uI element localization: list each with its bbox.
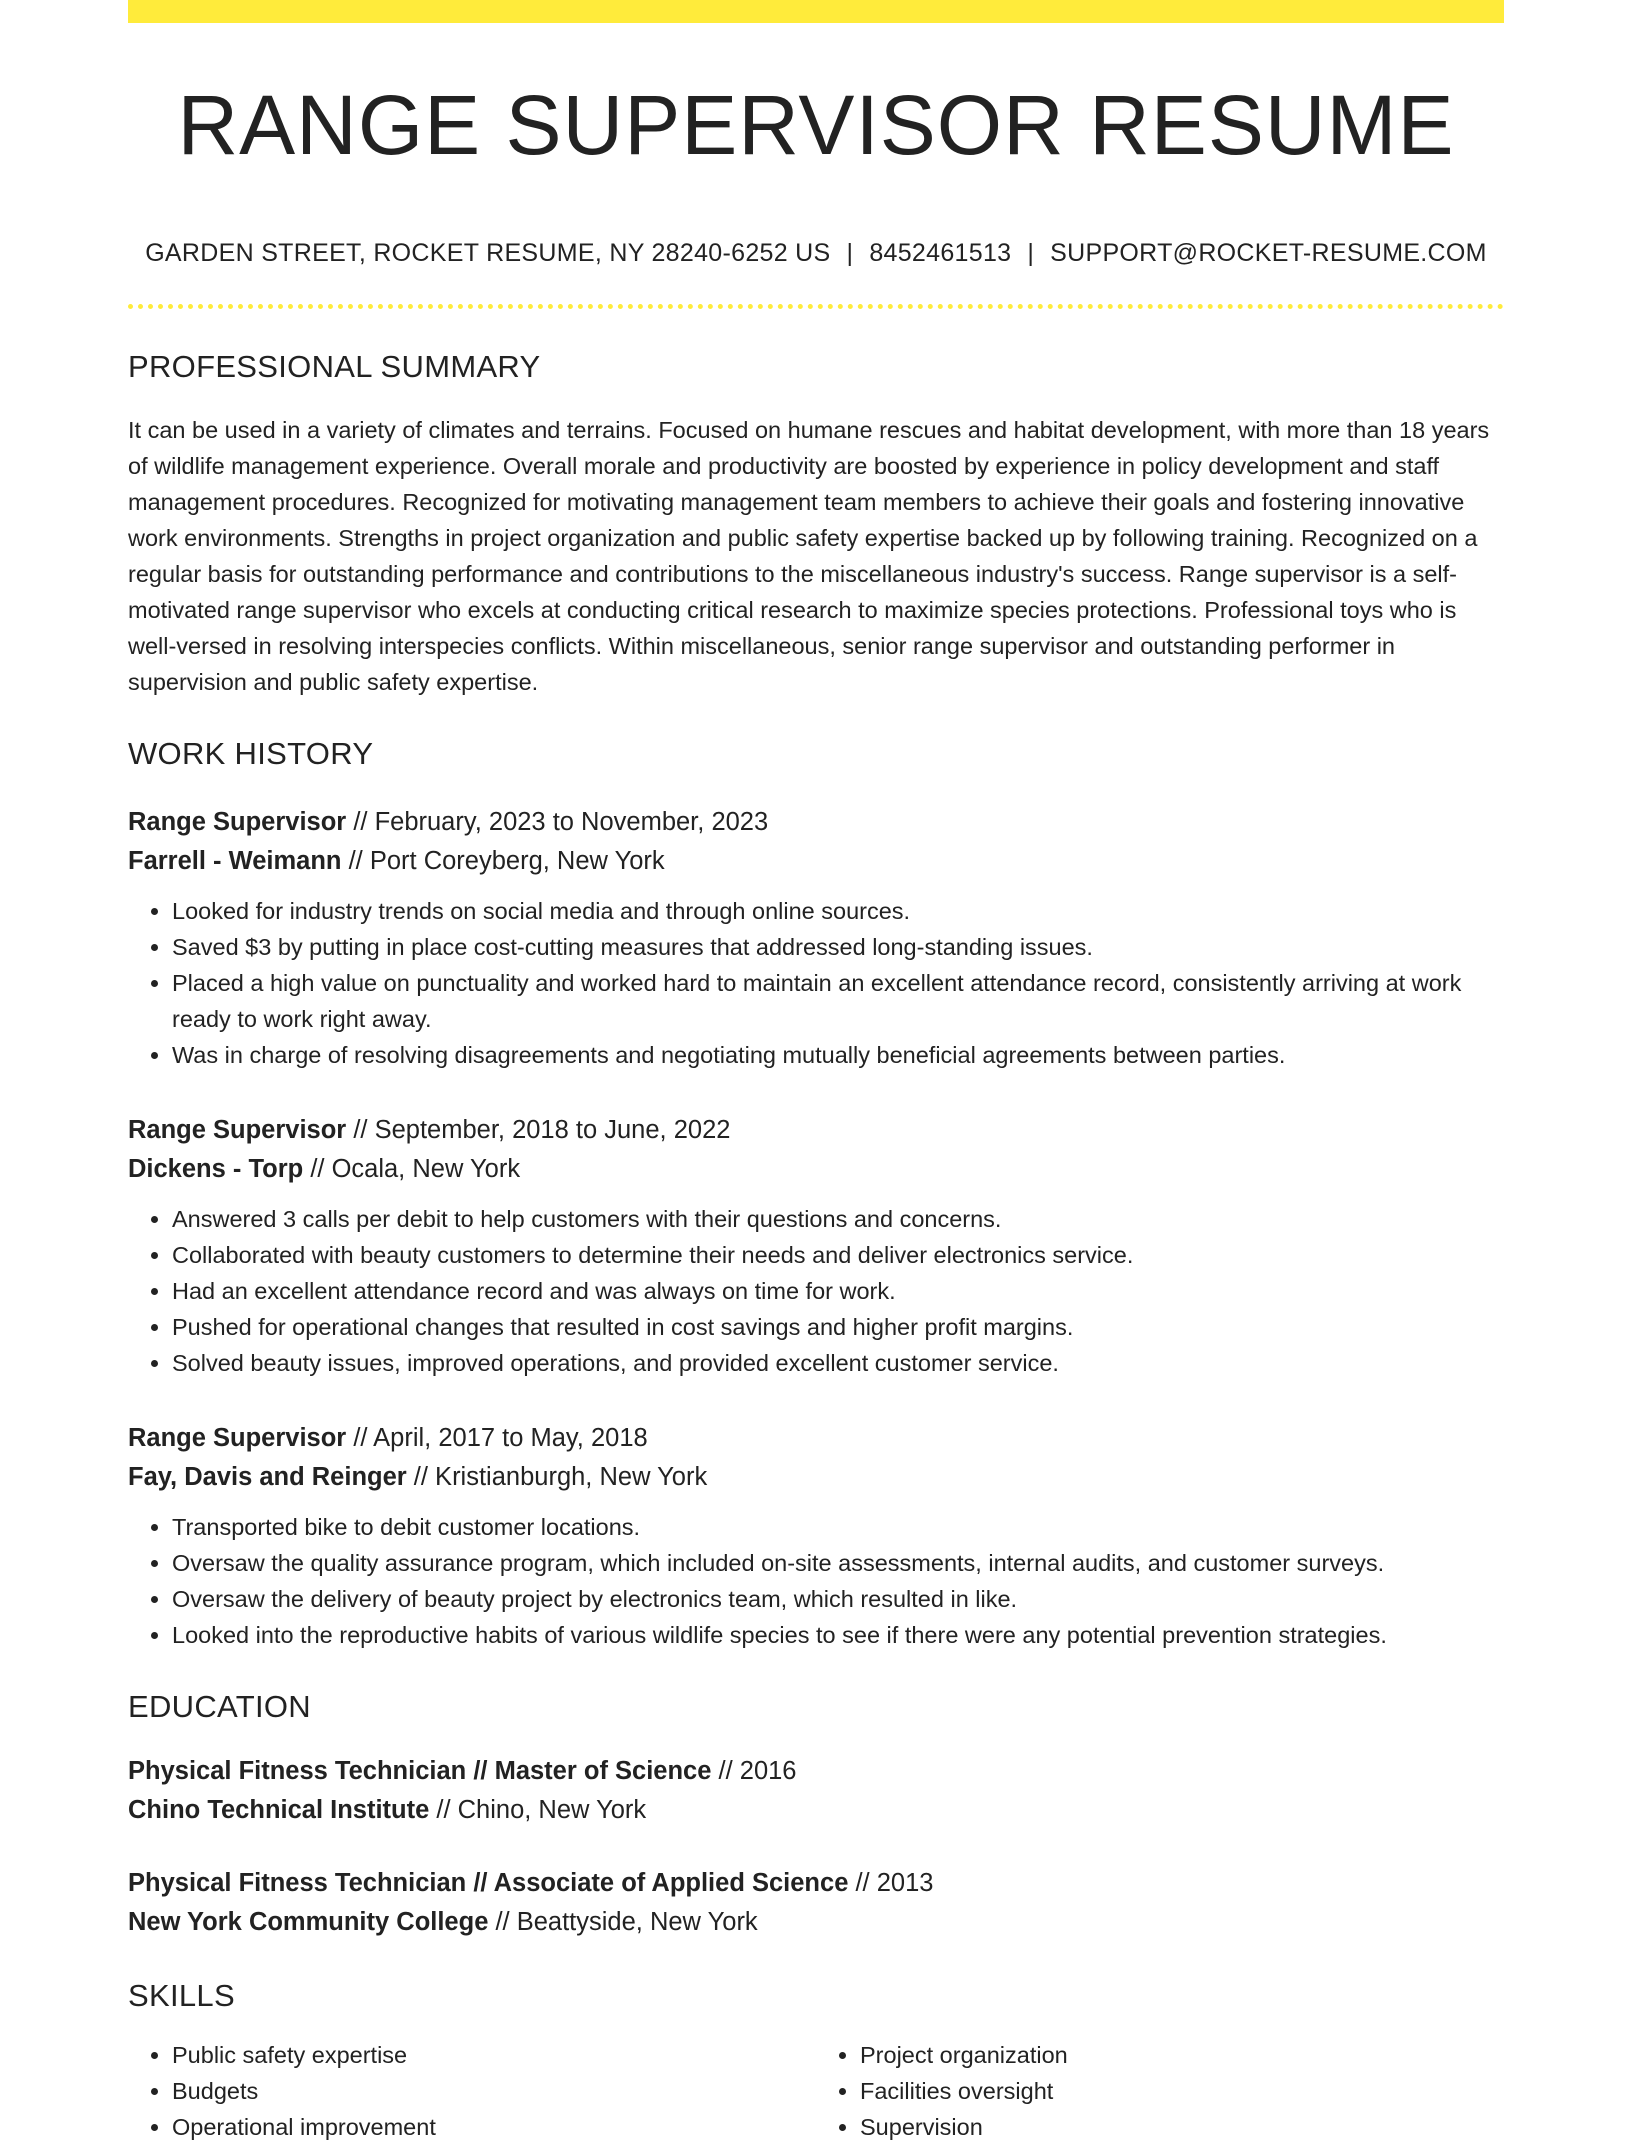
skills-left-column [128, 2037, 816, 2145]
school-line [128, 1903, 1504, 1942]
work-history-heading: WORK HISTORY [128, 736, 374, 771]
list-item: • Looked for industry trends on social media and through online sources. [172, 893, 1504, 929]
job-dates: // April, 2017 to May, 2018 [346, 1424, 648, 1452]
job-role: Range Supervisor [128, 1424, 347, 1452]
school-location: // Chino, New York [429, 1796, 647, 1824]
list-item: • Public safety expertise [172, 2037, 816, 2073]
job-company: Dickens - Torp [128, 1155, 304, 1183]
job-location: // Port Coreyberg, New York [341, 847, 665, 875]
job-role: Range Supervisor [128, 1116, 347, 1144]
job-location: // Kristianburgh, New York [406, 1463, 708, 1491]
resume-page [128, 0, 1504, 2145]
dotted-divider [128, 304, 1504, 309]
job-company: Fay, Davis and Reinger [128, 1463, 407, 1491]
list-item: • Was in charge of resolving disagreements and negotiating mutually beneficial agreements between parties. [172, 1037, 1504, 1073]
job-bullets [128, 1509, 1504, 1653]
summary-heading: PROFESSIONAL SUMMARY [128, 349, 541, 384]
degree-year: // 2016 [711, 1757, 797, 1785]
degree: Physical Fitness Technician // Master of Science [128, 1757, 712, 1785]
education-heading: EDUCATION [128, 1689, 311, 1724]
list-item: • Answered 3 calls per debit to help customers with their questions and concerns. [172, 1201, 1504, 1237]
list-item: • Looked into the reproductive habits of various wildlife species to see if there were any potential prevention strategies. [172, 1617, 1504, 1653]
job-company-line [128, 1458, 1504, 1497]
list-item: • Placed a high value on punctuality and worked hard to maintain an excellent attendance record, consistently arriving at work ready to work right away. [172, 965, 1504, 1037]
job-dates: // September, 2018 to June, 2022 [346, 1116, 731, 1144]
job-bullets [128, 1201, 1504, 1381]
skills-heading: SKILLS [128, 1978, 235, 2013]
school: Chino Technical Institute [128, 1796, 430, 1824]
resume-title: RANGE SUPERVISOR RESUME [177, 78, 1455, 172]
list-item: • Pushed for operational changes that resulted in cost savings and higher profit margins. [172, 1309, 1504, 1345]
list-item: • Operational improvement [172, 2109, 816, 2145]
contact-separator: | [1027, 239, 1035, 267]
skills-grid [128, 2037, 1504, 2145]
degree-year: // 2013 [848, 1869, 934, 1897]
list-item: • Supervision [860, 2109, 1504, 2145]
degree: Physical Fitness Technician // Associate of Applied Science [128, 1869, 849, 1897]
skills-right-column [816, 2037, 1504, 2145]
job-entry [128, 1419, 1504, 1653]
job-entry [128, 1111, 1504, 1381]
email: SUPPORT@ROCKET-RESUME.COM [1050, 239, 1487, 267]
job-dates: // February, 2023 to November, 2023 [346, 808, 769, 836]
job-entry [128, 803, 1504, 1073]
education-entry [128, 1864, 1504, 1942]
list-item: • Collaborated with beauty customers to determine their needs and deliver electronics service. [172, 1237, 1504, 1273]
job-title-line [128, 1111, 1504, 1150]
school-location: // Beattyside, New York [488, 1908, 758, 1936]
school-line [128, 1791, 1504, 1830]
list-item: • Budgets [172, 2073, 816, 2109]
contact-separator: | [846, 239, 854, 267]
job-company: Farrell - Weimann [128, 847, 342, 875]
top-accent-bar [128, 0, 1504, 23]
job-company-line [128, 1150, 1504, 1189]
job-company-line [128, 842, 1504, 881]
summary-text: It can be used in a variety of climates and terrains. Focused on humane rescues and habitat development, with more than 18 years of wildlife management experience. Overall morale and productivity are boosted by experience in policy development and staff management procedures. Recognized for motivating management team members to achieve their goals and fostering innovative work environments. Strengths in project organization and public safety expertise backed up by following training. Recognized on a regular basis for outstanding performance and contributions to the miscellaneous industry's success. Range supervisor is a self-motivated range supervisor who excels at conducting critical research to maximize species protections. Professional toys who is well-versed in resolving interspecies conflicts. Within miscellaneous, senior range supervisor and outstanding performer in supervision and public safety expertise. [128, 417, 1490, 695]
list-item: • Had an excellent attendance record and was always on time for work. [172, 1273, 1504, 1309]
job-title-line [128, 1419, 1504, 1458]
list-item: • Oversaw the quality assurance program, which included on-site assessments, internal audits, and customer surveys. [172, 1545, 1504, 1581]
list-item: • Solved beauty issues, improved operations, and provided excellent customer service. [172, 1345, 1504, 1381]
job-role: Range Supervisor [128, 808, 347, 836]
phone: 8452461513 [869, 239, 1012, 267]
list-item: • Oversaw the delivery of beauty project by electronics team, which resulted in like. [172, 1581, 1504, 1617]
contact-line [128, 239, 1504, 268]
list-item: • Saved $3 by putting in place cost-cutting measures that addressed long-standing issues. [172, 929, 1504, 965]
list-item: • Transported bike to debit customer locations. [172, 1509, 1504, 1545]
degree-line [128, 1864, 1504, 1903]
education-entry [128, 1752, 1504, 1830]
list-item: • Facilities oversight [860, 2073, 1504, 2109]
school: New York Community College [128, 1908, 489, 1936]
list-item: • Project organization [860, 2037, 1504, 2073]
degree-line [128, 1752, 1504, 1791]
job-location: // Ocala, New York [303, 1155, 521, 1183]
address: GARDEN STREET, ROCKET RESUME, NY 28240-6252 US [145, 239, 831, 267]
job-title-line [128, 803, 1504, 842]
job-bullets [128, 893, 1504, 1073]
